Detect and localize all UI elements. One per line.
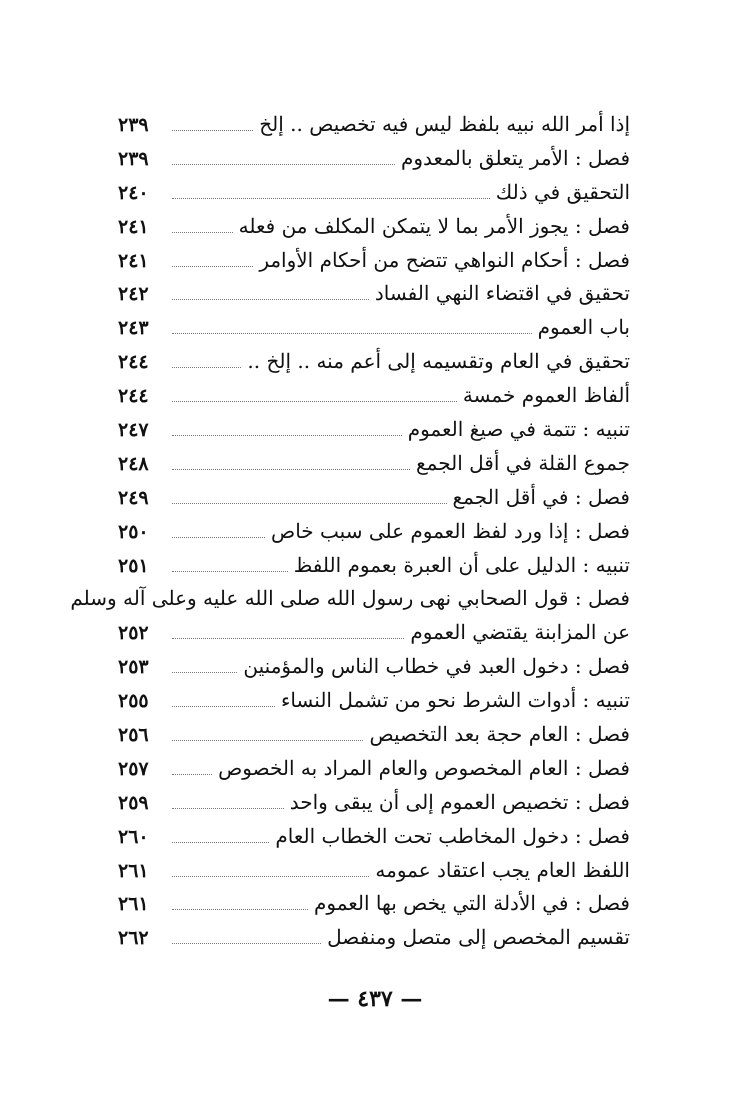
toc-entry — [118, 210, 630, 244]
dot-leader — [172, 908, 308, 910]
toc-entry-page: ٢٦١ — [118, 893, 149, 916]
page-number: — ٤٣٧ — — [327, 986, 423, 1012]
dot-leader — [172, 366, 241, 368]
dot-leader — [172, 841, 269, 843]
dot-leader — [172, 468, 410, 470]
toc-entry-page: ٢٤٢ — [118, 283, 149, 306]
toc-entry-title: فصل : في الأدلة التي يخص بها العموم — [314, 891, 630, 916]
toc-entry — [118, 413, 630, 447]
dot-leader — [172, 163, 395, 165]
toc-entry-page: ٢٣٩ — [118, 147, 149, 170]
toc-entry-title: ألفاظ العموم خمسة — [462, 383, 630, 408]
toc-entry-title: فصل : يجوز الأمر بما لا يتمكن المكلف من فعله — [238, 213, 630, 238]
dot-leader — [172, 705, 275, 707]
dot-leader — [172, 298, 369, 300]
toc-entry — [118, 176, 630, 210]
toc-entry-page: ٢٦١ — [118, 859, 149, 882]
table-of-contents — [70, 108, 630, 955]
dot-leader — [172, 129, 253, 131]
toc-entry-page: ٢٤٣ — [118, 317, 149, 340]
toc-entry-title: فصل : في أقل الجمع — [452, 484, 630, 509]
toc-entry-title: جموع القلة في أقل الجمع — [416, 450, 630, 475]
toc-entry-page: ٢٤٨ — [118, 452, 149, 475]
toc-entry — [118, 616, 630, 650]
toc-entry — [118, 108, 630, 142]
toc-entry — [118, 854, 630, 888]
dot-leader — [172, 637, 404, 639]
dot-leader — [172, 332, 532, 334]
toc-entry-title: فصل : العام حجة بعد التخصيص — [369, 722, 630, 747]
dot-leader — [172, 739, 363, 741]
toc-entry — [118, 515, 630, 549]
toc-entry — [118, 481, 630, 515]
toc-entry — [118, 820, 630, 854]
toc-entry-page: ٢٦٠ — [118, 825, 149, 848]
dot-leader — [172, 502, 447, 504]
toc-entry-title: تنبيه : تتمة في صيغ العموم — [407, 417, 630, 442]
toc-entry — [118, 684, 630, 718]
toc-entry-title: تحقيق في العام وتقسيمه إلى أعم منه .. إلخ .. — [247, 349, 630, 374]
toc-entry — [118, 311, 630, 345]
toc-entry-page: ٢٥٢ — [118, 622, 149, 645]
toc-entry-title: فصل : الأمر يتعلق بالمعدوم — [401, 145, 630, 170]
toc-entry — [118, 345, 630, 379]
toc-entry-title: عن المزابنة يقتضي العموم — [410, 620, 630, 645]
dot-leader — [172, 197, 490, 199]
toc-entry-page: ٢٥٣ — [118, 656, 149, 679]
toc-entry-page: ٢٥٦ — [118, 724, 149, 747]
toc-entry — [70, 582, 630, 616]
toc-entry-title: تقسيم المخصص إلى متصل ومنفصل — [327, 925, 630, 950]
toc-entry-title: تنبيه : أدوات الشرط نحو من تشمل النساء — [280, 688, 630, 713]
toc-entry-page: ٢٤١ — [118, 215, 149, 238]
dot-leader — [172, 231, 233, 233]
toc-entry-title: فصل : العام المخصوص والعام المراد به الخصوص — [218, 755, 630, 780]
dot-leader — [172, 400, 457, 402]
toc-entry — [118, 277, 630, 311]
toc-entry — [118, 887, 630, 921]
toc-entry-page: ٢٥٩ — [118, 791, 149, 814]
toc-entry-page: ٢٤٠ — [118, 181, 149, 204]
toc-entry-title: التحقيق في ذلك — [495, 179, 630, 204]
toc-entry-title: فصل : دخول المخاطب تحت الخطاب العام — [275, 823, 630, 848]
toc-entry-title: تنبيه : الدليل على أن العبرة بعموم اللفظ — [293, 552, 630, 577]
toc-entry-page: ٢٤٤ — [118, 351, 149, 374]
toc-entry-page: ٢٤٩ — [118, 486, 149, 509]
toc-entry-page: ٢٥٥ — [118, 690, 149, 713]
dot-leader — [172, 807, 284, 809]
toc-entry-title: فصل : إذا ورد لفظ العموم على سبب خاص — [271, 518, 630, 543]
toc-entry-title: إذا أمر الله نبيه بلفظ ليس فيه تخصيص .. إلخ — [259, 112, 630, 136]
toc-entry — [118, 786, 630, 820]
dot-leader — [172, 536, 265, 538]
toc-entry-page: ٢٦٢ — [118, 927, 149, 950]
dot-leader — [172, 434, 402, 436]
toc-entry-page: ٢٥١ — [118, 554, 149, 577]
toc-entry-page: ٢٥٧ — [118, 757, 149, 780]
dot-leader — [172, 942, 321, 944]
dot-leader — [172, 265, 253, 267]
toc-entry — [118, 379, 630, 413]
dot-leader — [172, 671, 237, 673]
toc-entry — [118, 718, 630, 752]
toc-entry-title: فصل : أحكام النواهي تتضح من أحكام الأوامر — [259, 247, 630, 272]
toc-entry-title: تحقيق في اقتضاء النهي الفساد — [374, 281, 630, 306]
toc-entry-title: فصل : تخصيص العموم إلى أن يبقى واحد — [289, 789, 630, 814]
toc-entry-page: ٢٤١ — [118, 249, 149, 272]
toc-entry — [118, 142, 630, 176]
toc-entry-page: ٢٥٠ — [118, 520, 149, 543]
toc-entry-page: ٢٤٤ — [118, 385, 149, 408]
toc-entry — [118, 244, 630, 278]
toc-entry-title: فصل : دخول العبد في خطاب الناس والمؤمنين — [243, 654, 630, 679]
toc-entry-title: اللفظ العام يجب اعتقاد عمومه — [375, 857, 630, 882]
toc-entry — [118, 650, 630, 684]
dot-leader — [172, 875, 369, 877]
toc-entry-title: فصل : قول الصحابي نهى رسول الله صلى الله عليه وعلى آله وسلم — [70, 586, 630, 611]
toc-entry — [118, 921, 630, 955]
toc-entry-title: باب العموم — [537, 315, 630, 340]
toc-entry — [118, 549, 630, 583]
toc-entry — [118, 447, 630, 481]
dot-leader — [172, 773, 212, 775]
toc-entry — [118, 752, 630, 786]
toc-entry-page: ٢٤٧ — [118, 419, 149, 442]
toc-entry-page: ٢٣٩ — [118, 114, 149, 136]
dot-leader — [172, 570, 288, 572]
